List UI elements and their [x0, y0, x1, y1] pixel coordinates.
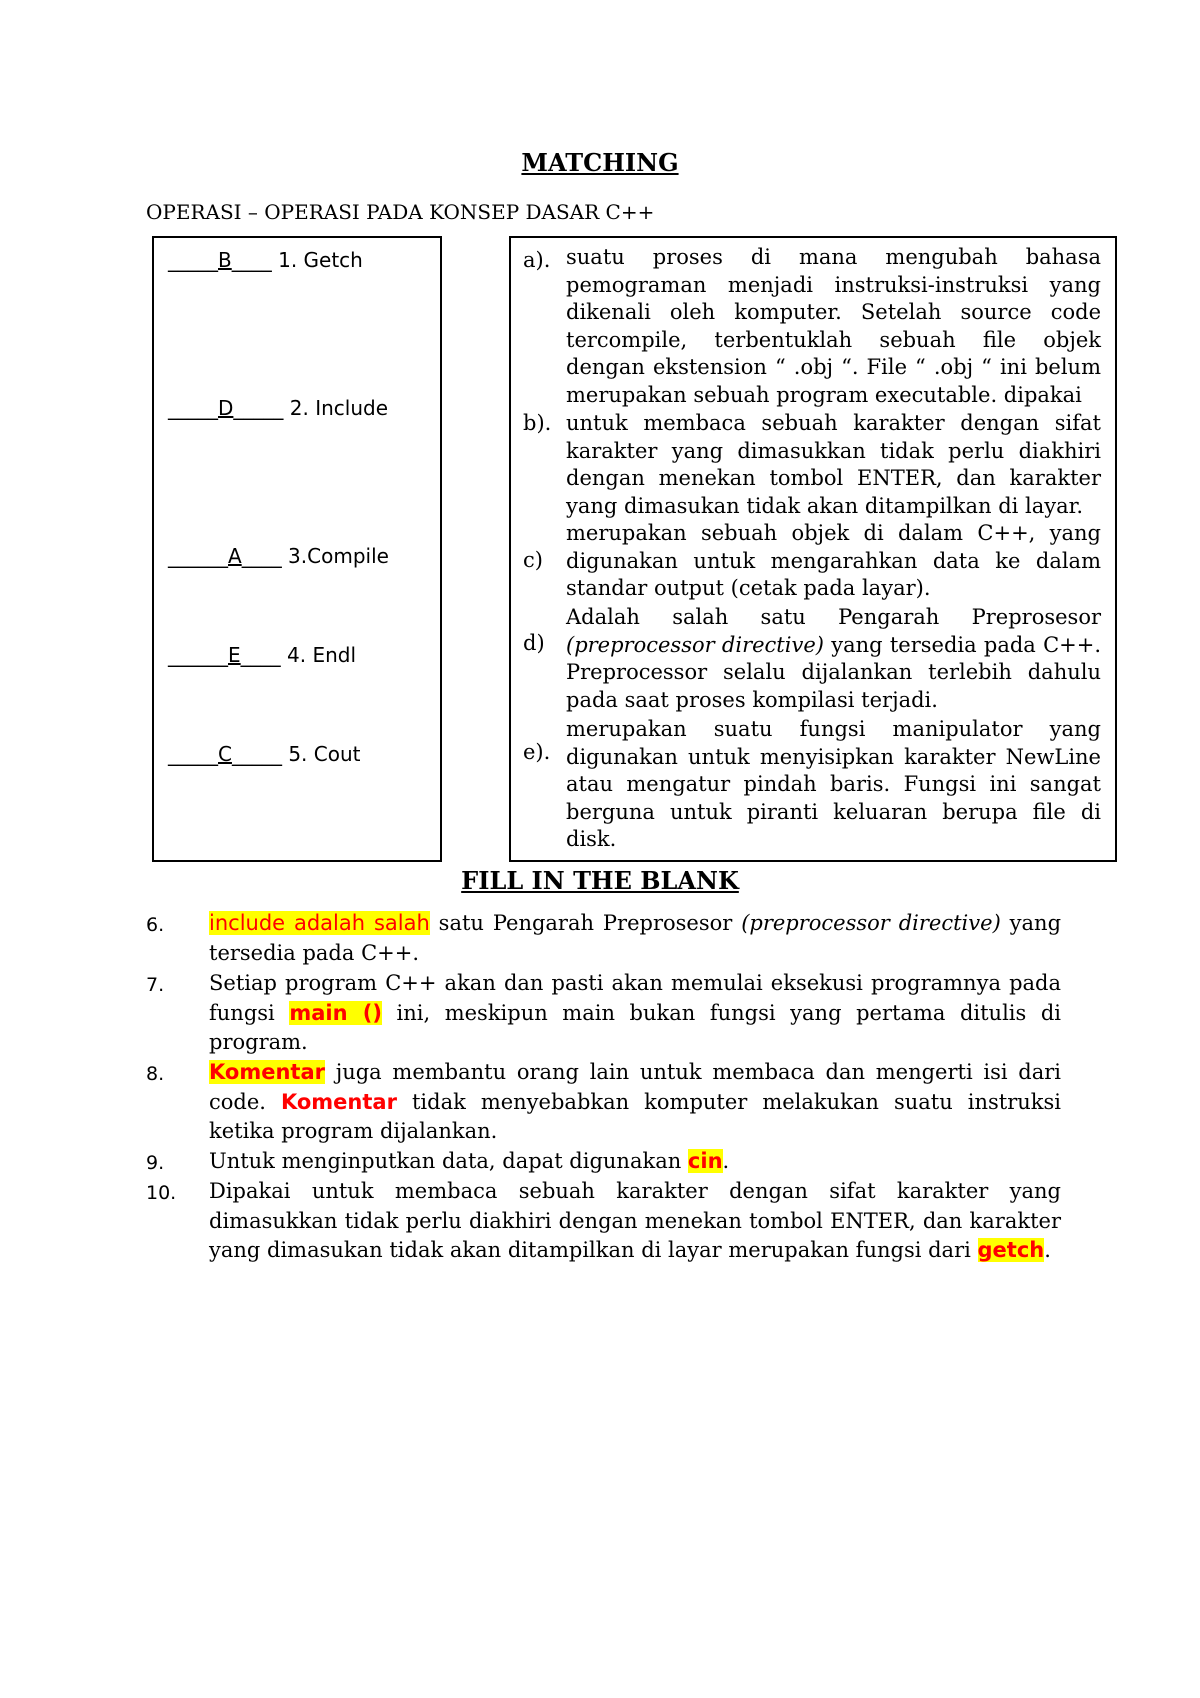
answer-highlight: Komentar — [209, 1060, 325, 1084]
match-answer: E — [228, 643, 241, 667]
match-blank: ______ — [168, 643, 228, 667]
option-letter: c) — [523, 548, 543, 572]
match-item-1 — [168, 248, 363, 272]
match-answer: A — [228, 544, 242, 568]
answer-text: Komentar — [280, 1089, 397, 1114]
question-number: 8. — [146, 1063, 165, 1085]
question-8-text: Komentar juga membantu orang lain untuk membaca dan mengerti isi dari code. Komentar tidak menyebabkan komputer melakukan suatu instruksi ketika program dijalankan. — [209, 1060, 1061, 1143]
question-10-text: Dipakai untuk membaca sebuah karakter dengan sifat karakter yang dimasukkan tidak perlu diakhiri dengan menekan tombol ENTER, dan karakter yang dimasukan tidak akan ditampilkan di layar merupakan fungsi dari getch. — [209, 1179, 1061, 1262]
option-c-text: merupakan sebuah objek di dalam C++, yang digunakan untuk mengarahkan data ke dalam standar output (cetak pada layar). — [566, 521, 1101, 601]
question-number: 10. — [146, 1182, 177, 1204]
match-item-5 — [168, 742, 361, 766]
matching-items-box — [152, 236, 442, 862]
question-9-text: Untuk menginputkan data, dapat digunakan cin. — [209, 1149, 730, 1173]
option-b-text: untuk membaca sebuah karakter dengan sifat karakter yang dimasukkan tidak perlu diakhiri dengan menekan tombol ENTER, dan karakter yang dimasukan tidak akan ditampilkan di layar. — [566, 411, 1101, 518]
match-label: 1. Getch — [278, 248, 363, 272]
match-blank: ______ — [168, 544, 228, 568]
match-label: 2. Include — [289, 396, 389, 420]
match-blank: _____ — [168, 248, 218, 272]
question-number: 6. — [146, 914, 165, 936]
match-blank: _____ — [233, 396, 284, 420]
question-number: 9. — [146, 1152, 165, 1174]
option-letter: e). — [523, 740, 551, 764]
option-letter: b). — [523, 411, 552, 435]
matching-subtitle: OPERASI – OPERASI PADA KONSEP DASAR C++ — [146, 200, 655, 224]
question-7-text: Setiap program C++ akan dan pasti akan memulai eksekusi programnya pada fungsi main () ini, meskipun main bukan fungsi yang pertama ditulis di program. — [209, 971, 1062, 1054]
answer-highlight: getch — [977, 1238, 1045, 1262]
answer-highlight: main () — [289, 1000, 382, 1025]
match-blank: _____ — [168, 396, 218, 420]
match-answer: B — [218, 248, 232, 272]
match-label: 3.Compile — [288, 544, 389, 568]
answer-highlight: cin — [687, 1149, 723, 1173]
answer-highlight: include adalah salah — [209, 911, 430, 935]
option-e-text: merupakan suatu fungsi manipulator yang digunakan untuk menyisipkan karakter NewLine atau mengatur pindah baris. Fungsi ini sangat berguna untuk piranti keluaran berupa file di disk. — [566, 717, 1101, 852]
match-blank: _____ — [168, 742, 218, 766]
question-6-text: include adalah salah satu Pengarah Preprosesor (preprocessor directive) yang tersedia pada C++. — [209, 911, 1062, 965]
option-d-text: Adalah salah satu Pengarah Preprosesor (preprocessor directive) yang tersedia pada C++. Preprocessor selalu dijalankan terlebih dahulu pada saat proses kompilasi terjadi. — [566, 605, 1102, 712]
fill-in-the-blank-title: FILL IN THE BLANK — [461, 866, 739, 895]
match-item-2 — [168, 396, 388, 420]
match-answer: C — [218, 742, 232, 766]
option-letter: a). — [523, 248, 551, 272]
match-answer: D — [218, 396, 234, 420]
matching-title: MATCHING — [521, 148, 679, 177]
match-blank: ____ — [231, 248, 272, 272]
match-blank: _____ — [231, 742, 282, 766]
match-item-4 — [168, 643, 356, 667]
match-item-3 — [168, 544, 389, 568]
question-number: 7. — [146, 974, 165, 996]
match-blank: ____ — [240, 643, 281, 667]
option-letter: d) — [523, 631, 545, 655]
match-blank: ____ — [241, 544, 282, 568]
match-label: 5. Cout — [288, 742, 361, 766]
match-label: 4. Endl — [287, 643, 357, 667]
option-a-text: suatu proses di mana mengubah bahasa pemograman menjadi instruksi-instruksi yang dikenali oleh komputer. Setelah source code tercompile, terbentuklah sebuah file objek dengan ekstension “ .obj “. File “ .obj “ ini belum merupakan sebuah program executable. dipakai — [566, 245, 1101, 407]
matching-options-box — [509, 236, 1117, 862]
